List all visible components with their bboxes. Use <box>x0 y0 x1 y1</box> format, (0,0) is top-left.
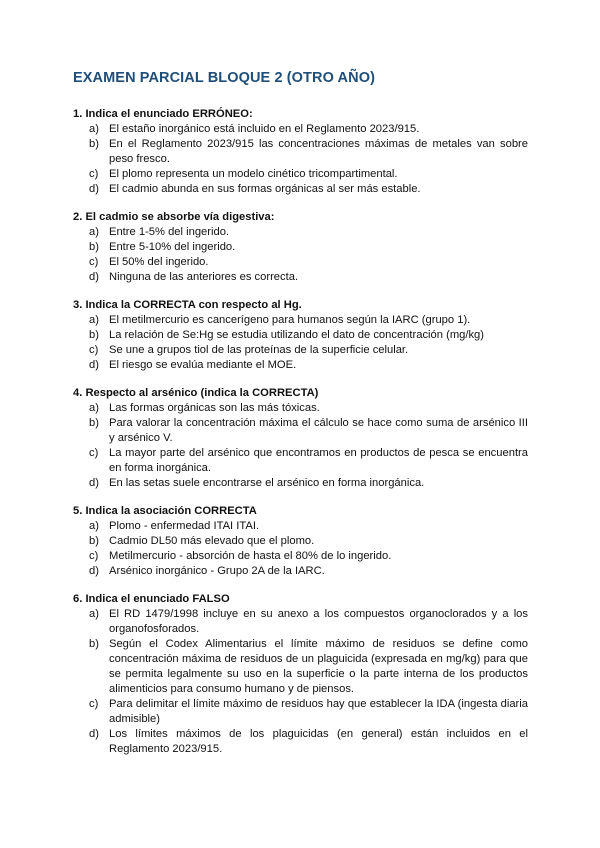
option-letter: d) <box>89 183 99 195</box>
option-letter: a) <box>89 123 99 135</box>
answer-option <box>73 122 528 137</box>
question-number: 3. <box>73 299 83 311</box>
answer-option <box>73 167 528 182</box>
answer-option <box>73 137 528 167</box>
option-text: El 50% del ingerido. <box>109 256 209 268</box>
option-letter: c) <box>89 447 99 459</box>
question-text <box>73 592 528 607</box>
option-letter: d) <box>89 565 99 577</box>
option-text: Según el Codex Alimentarius el límite máximo de residuos se define como concentración máxima de residuos de un plaguicida (expresada en mg/kg) para que se permita legalmente su uso en la superficie o la parte interna de los productos alimenticios para consumo humano y de piensos. <box>109 638 528 695</box>
question-prompt: Indica el enunciado ERRÓNEO: <box>85 108 253 120</box>
option-text: Arsénico inorgánico - Grupo 2A de la IARC. <box>109 565 325 577</box>
answer-option <box>73 270 528 285</box>
option-list <box>73 313 528 373</box>
option-text: Entre 1-5% del ingerido. <box>109 226 230 238</box>
question-6 <box>73 592 528 757</box>
option-text: La mayor parte del arsénico que encontramos en productos de pesca se encuentra en forma inorgánica. <box>109 447 528 474</box>
answer-option <box>73 697 528 727</box>
question-prompt: El cadmio se absorbe vía digestiva: <box>85 211 275 223</box>
option-letter: b) <box>89 535 99 547</box>
question-prompt: Indica el enunciado FALSO <box>85 593 230 605</box>
question-5 <box>73 504 528 579</box>
question-number: 4. <box>73 387 83 399</box>
answer-option <box>73 182 528 197</box>
question-prompt: Indica la CORRECTA con respecto al Hg. <box>85 299 302 311</box>
answer-option <box>73 534 528 549</box>
question-number: 5. <box>73 505 83 517</box>
option-letter: a) <box>89 402 99 414</box>
option-list <box>73 225 528 285</box>
answer-option <box>73 313 528 328</box>
answer-option <box>73 637 528 697</box>
option-text: El RD 1479/1998 incluye en su anexo a los compuestos organoclorados y a los organofosforados. <box>109 608 528 635</box>
answer-option <box>73 446 528 476</box>
option-text: La relación de Se:Hg se estudia utilizando el dato de concentración (mg/kg) <box>109 329 485 341</box>
answer-option <box>73 727 528 757</box>
answer-option <box>73 549 528 564</box>
option-letter: d) <box>89 728 99 740</box>
answer-option <box>73 607 528 637</box>
option-letter: b) <box>89 329 99 341</box>
option-letter: a) <box>89 520 99 532</box>
option-text: Las formas orgánicas son las más tóxicas. <box>109 402 320 414</box>
option-letter: b) <box>89 138 99 150</box>
option-letter: c) <box>89 550 99 562</box>
question-number: 2. <box>73 211 83 223</box>
answer-option <box>73 240 528 255</box>
option-text: Ninguna de las anteriores es correcta. <box>109 271 299 283</box>
option-text: Metilmercurio - absorción de hasta el 80% de lo ingerido. <box>109 550 392 562</box>
question-text <box>73 210 528 225</box>
answer-option <box>73 564 528 579</box>
question-prompt: Indica la asociación CORRECTA <box>85 505 257 517</box>
option-letter: b) <box>89 241 99 253</box>
option-letter: d) <box>89 477 99 489</box>
option-letter: d) <box>89 359 99 371</box>
option-text: Para delimitar el límite máximo de residuos hay que establecer la IDA (ingesta diaria admisible) <box>109 698 528 725</box>
option-letter: d) <box>89 271 99 283</box>
question-number: 1. <box>73 108 83 120</box>
answer-option <box>73 476 528 491</box>
option-list <box>73 122 528 197</box>
question-2 <box>73 210 528 285</box>
option-list <box>73 519 528 579</box>
option-letter: b) <box>89 638 99 650</box>
option-text: Para valorar la concentración máxima el cálculo se hace como suma de arsénico III y arsénico V. <box>109 417 528 444</box>
option-text: Entre 5-10% del ingerido. <box>109 241 236 253</box>
answer-option <box>73 343 528 358</box>
question-3 <box>73 298 528 373</box>
option-letter: b) <box>89 417 99 429</box>
answer-option <box>73 401 528 416</box>
question-number: 6. <box>73 593 83 605</box>
option-text: Se une a grupos tiol de las proteínas de la superficie celular. <box>109 344 409 356</box>
question-text <box>73 386 528 401</box>
answer-option <box>73 328 528 343</box>
option-letter: a) <box>89 226 99 238</box>
option-text: Cadmio DL50 más elevado que el plomo. <box>109 535 315 547</box>
option-text: El riesgo se evalúa mediante el MOE. <box>109 359 297 371</box>
answer-option <box>73 225 528 240</box>
answer-option <box>73 255 528 270</box>
question-prompt: Respecto al arsénico (indica la CORRECTA) <box>85 387 319 399</box>
option-letter: c) <box>89 344 99 356</box>
question-text <box>73 504 528 519</box>
option-letter: a) <box>89 608 99 620</box>
option-text: El metilmercurio es cancerígeno para humanos según la IARC (grupo 1). <box>109 314 471 326</box>
option-letter: c) <box>89 168 99 180</box>
question-1 <box>73 107 528 197</box>
option-letter: c) <box>89 256 99 268</box>
page-title: EXAMEN PARCIAL BLOQUE 2 (OTRO AÑO) <box>73 70 376 86</box>
question-text <box>73 107 528 122</box>
question-list <box>73 107 528 770</box>
option-list <box>73 401 528 491</box>
answer-option <box>73 358 528 373</box>
option-letter: a) <box>89 314 99 326</box>
option-letter: c) <box>89 698 99 710</box>
question-4 <box>73 386 528 491</box>
answer-option <box>73 416 528 446</box>
option-text: En las setas suele encontrarse el arsénico en forma inorgánica. <box>109 477 425 489</box>
answer-option <box>73 519 528 534</box>
option-text: El estaño inorgánico está incluido en el Reglamento 2023/915. <box>109 123 420 135</box>
option-text: Los límites máximos de los plaguicidas (en general) están incluidos en el Reglamento 2023/915. <box>109 728 528 755</box>
option-text: El plomo representa un modelo cinético tricompartimental. <box>109 168 398 180</box>
question-text <box>73 298 528 313</box>
option-text: En el Reglamento 2023/915 las concentraciones máximas de metales van sobre peso fresco. <box>109 138 528 165</box>
option-list <box>73 607 528 757</box>
option-text: Plomo - enfermedad ITAI ITAI. <box>109 520 260 532</box>
option-text: El cadmio abunda en sus formas orgánicas al ser más estable. <box>109 183 421 195</box>
